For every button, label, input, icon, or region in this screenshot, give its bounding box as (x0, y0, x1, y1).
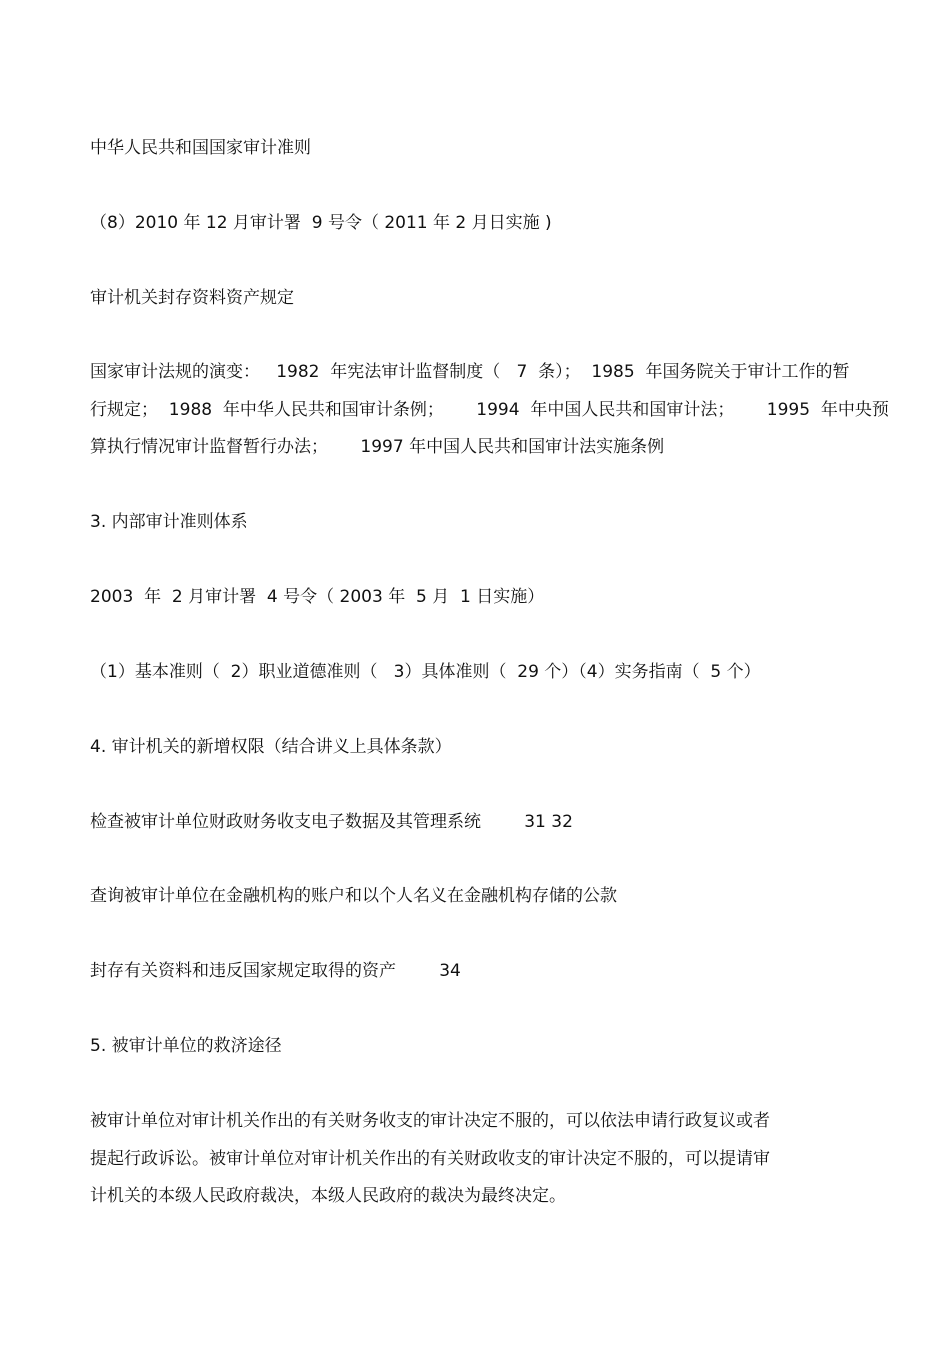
text-line: 国家审计法规的演变： 1982 年宪法审计监督制度（ 7 条）； 1985 年国务院关于审计工作的暂 (90, 362, 850, 382)
paragraph-remedy (90, 1103, 865, 1216)
paragraph-order-4 (90, 579, 865, 617)
text-line: 审计机关封存资料资产规定 (90, 288, 294, 308)
paragraph-power-query (90, 878, 865, 916)
text-line: 计机关的本级人民政府裁决，本级人民政府的裁决为最终决定。 (90, 1186, 566, 1206)
text-line: 中华人民共和国国家审计准则 (90, 138, 311, 158)
text-line: 5. 被审计单位的救济途径 (90, 1036, 282, 1056)
text-line: 查询被审计单位在金融机构的账户和以个人名义在金融机构存储的公款 (90, 886, 617, 906)
paragraph-power-inspect (90, 804, 865, 842)
text-line: 被审计单位对审计机关作出的有关财务收支的审计决定不服的，可以依法申请行政复议或者 (90, 1111, 770, 1131)
section-heading-3 (90, 504, 865, 542)
text-line: 检查被审计单位财政财务收支电子数据及其管理系统 31 32 (90, 812, 573, 832)
paragraph-standard-list (90, 654, 865, 692)
paragraph-law-evolution (90, 354, 889, 467)
text-line: （8）2010 年 12 月审计署 9 号令（ 2011 年 2 月日实施 ) (90, 213, 552, 233)
text-line: 4. 审计机关的新增权限（结合讲义上具体条款） (90, 737, 452, 757)
section-heading-4 (90, 729, 865, 767)
paragraph-standard-title (90, 130, 865, 168)
paragraph-order-9 (90, 205, 865, 243)
paragraph-power-seal (90, 953, 865, 991)
section-heading-5 (90, 1028, 865, 1066)
text-line: 算执行情况审计监督暂行办法； 1997 年中国人民共和国审计法实施条例 (90, 437, 665, 457)
text-line: 封存有关资料和违反国家规定取得的资产 34 (90, 961, 461, 981)
paragraph-sealing-regulation (90, 280, 865, 318)
text-line: 2003 年 2 月审计署 4 号令（ 2003 年 5 月 1 日实施） (90, 587, 545, 607)
text-line: 提起行政诉讼。被审计单位对审计机关作出的有关财政收支的审计决定不服的，可以提请审 (90, 1148, 770, 1169)
text-line: 3. 内部审计准则体系 (90, 512, 248, 532)
text-line: （1）基本准则（ 2）职业道德准则（ 3）具体准则（ 29 个）（4）实务指南（ 5 个） (90, 662, 761, 682)
text-line: 行规定； 1988 年中华人民共和国审计条例； 1994 年中国人民共和国审计法； 1995 年中央预 (90, 399, 889, 420)
